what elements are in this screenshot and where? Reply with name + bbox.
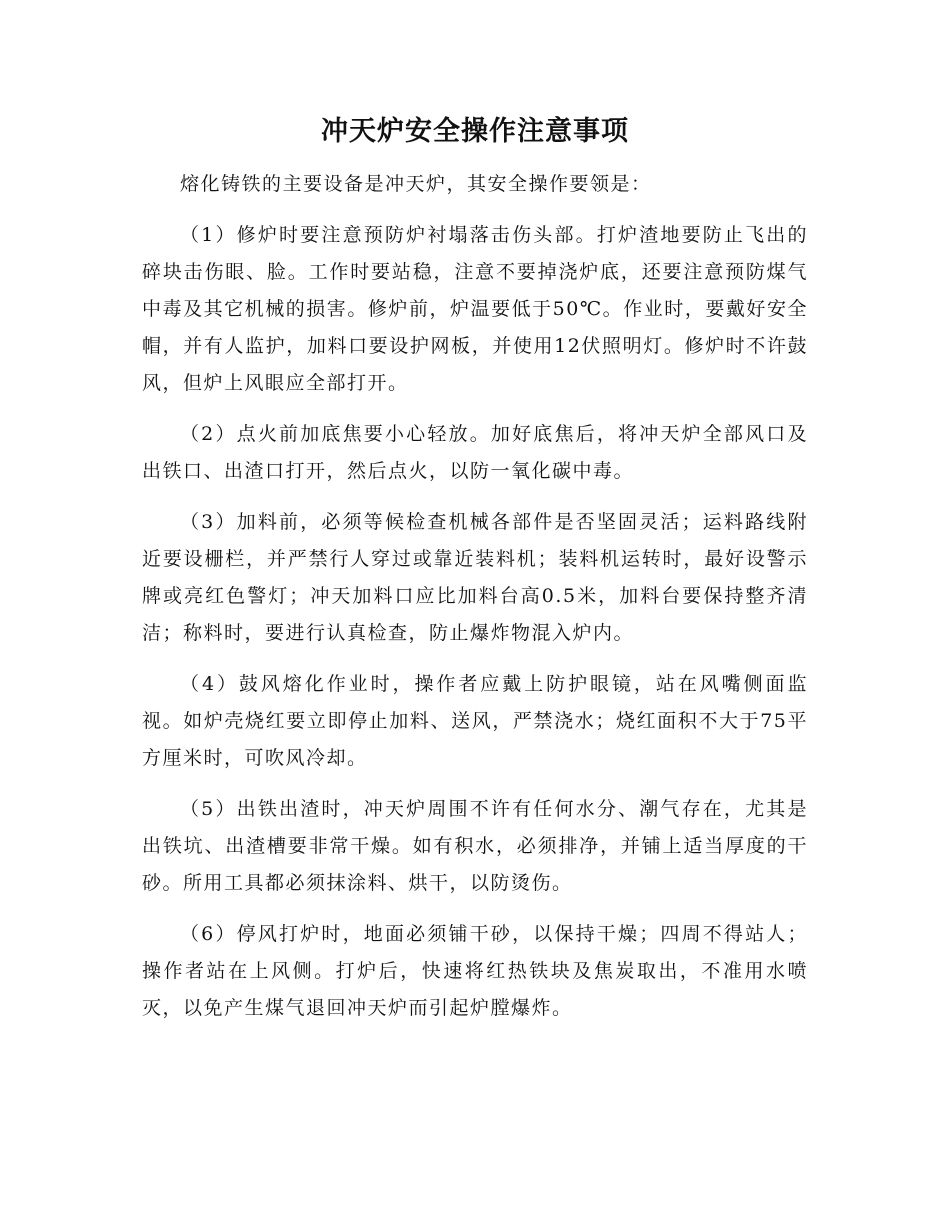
item-paragraph-2: （2）点火前加底焦要小心轻放。加好底焦后，将冲天炉全部风口及出铁口、出渣口打开，然后点火，以防一氧化碳中毒。 bbox=[142, 423, 808, 482]
item-paragraph-5: （5）出铁出渣时，冲天炉周围不许有任何水分、潮气存在，尤其是出铁坑、出渣槽要非常干燥。如有积水，必须排净，并铺上适当厚度的干砂。所用工具都必须抹涂料、烘干，以防烫伤。 bbox=[142, 798, 808, 894]
item-paragraph-6: （6）停风打炉时，地面必须铺干砂，以保持干燥；四周不得站人；操作者站在上风侧。打炉后，快速将红热铁块及焦炭取出，不准用水喷灭，以免产生煤气退回冲天炉而引起炉膛爆炸。 bbox=[142, 923, 808, 1019]
document-title: 冲天炉安全操作注意事项 bbox=[321, 116, 629, 147]
intro-paragraph: 熔化铸铁的主要设备是冲天炉，其安全操作要领是： bbox=[180, 173, 652, 195]
document-body bbox=[142, 166, 808, 1041]
item-paragraph-1: （1）修炉时要注意预防炉衬塌落击伤头部。打炉渣地要防止飞出的碎块击伤眼、脸。工作时要站稳，注意不要掉浇炉底，还要注意预防煤气中毒及其它机械的损害。修炉前，炉温要低于50℃。作业时，要戴好安全帽，并有人监护，加料口要设护网板，并使用12伏照明灯。修炉时不许鼓风，但炉上风眼应全部打开。 bbox=[142, 224, 808, 394]
item-paragraph-4: （4）鼓风熔化作业时，操作者应戴上防护眼镜，站在风嘴侧面监视。如炉壳烧红要立即停止加料、送风，严禁浇水；烧红面积不大于75平方厘米时，可吹风冷却。 bbox=[142, 673, 808, 769]
item-paragraph-3: （3）加料前，必须等候检查机械各部件是否坚固灵活；运料路线附近要设栅栏，并严禁行人穿过或靠近装料机；装料机运转时，最好设警示牌或亮红色警灯；冲天加料口应比加料台高0.5米，加料台要保持整齐清洁；称料时，要进行认真检查，防止爆炸物混入炉内。 bbox=[142, 511, 808, 644]
